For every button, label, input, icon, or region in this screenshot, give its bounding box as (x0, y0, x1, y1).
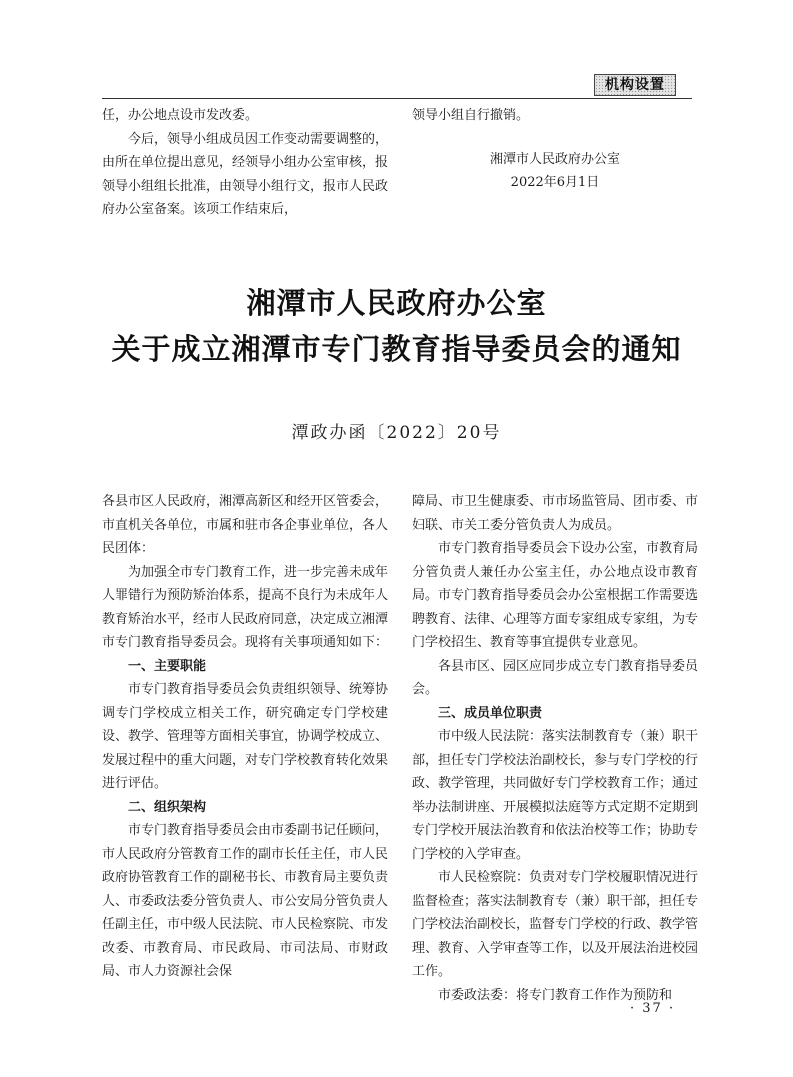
page-number: · 37 · (630, 1001, 676, 1016)
top-left-paragraph-2: 今后，领导小组成员因工作变动需要调整的，由所在单位提出意见，经领导小组办公室审核，报领导小组组长批准，由领导小组行文，报市人民政府办公室备案。该项工作结束后， (102, 131, 389, 217)
section-tag: 机构设置 (594, 74, 676, 96)
body-right-column (412, 490, 698, 1007)
intro-paragraph: 为加强全市专门教育工作，进一步完善未成年人罪错行为预防矫治体系，提高不良行为未成年人教育矫治水平，经市人民政府同意，决定成立湘潭市专门教育指导委员会。现将有关事项通知如下： (102, 564, 389, 650)
signature: 湘潭市人民政府办公室 (489, 151, 620, 167)
top-right-paragraph: 领导小组自行撤销。 (412, 108, 530, 123)
top-left-column (102, 104, 388, 222)
body-left-column (102, 490, 388, 984)
court-paragraph: 市中级人民法院：落实法制教育专（兼）职干部，担任专门学校法治副校长，参与专门学校的行政、教学管理，共同做好专门学校教育工作；通过举办法制讲座、开展模拟法庭等方式定期不定期到专门学校开展法治教育和依法治校等工作；协助专门学校的入学审查。 (412, 729, 699, 862)
procuratorate-paragraph: 市人民检察院：负责对专门学校履职情况进行监督检查；落实法制教育专（兼）职干部，担任专门学校法治副校长，监督专门学校的行政、教学管理、教育、入学审查等工作，以及开展法治进校园工作。 (412, 870, 699, 979)
section-2-paragraph: 市专门教育指导委员会由市委副书记任顾问，市人民政府分管教育工作的副市长任主任，市人民政府协管教育工作的副秘书长、市教育局主要负责人、市委政法委分管负责人、市公安局分管负责人任副主任，市中级人民法院、市人民检察院、市发改委、市教育局、市民政局、市司法局、市财政局、市人力资源社会保 (102, 823, 389, 979)
politics-paragraph: 市委政法委：将专门教育工作作为预防和 (438, 987, 673, 1003)
section-1-heading: 一、主要职能 (128, 658, 207, 674)
continued-paragraph: 障局、市卫生健康委、市市场监管局、团市委、市妇联、市关工委分管负责人为成员。 (412, 494, 699, 533)
county-paragraph: 各县市区、园区应同步成立专门教育指导委员会。 (412, 658, 699, 697)
top-right-column (412, 104, 698, 195)
document-number: 潭政办函〔2022〕20号 (291, 423, 502, 443)
top-left-paragraph-1: 任，办公地点设市发改委。 (102, 108, 259, 123)
document-title-line-2: 关于成立湘潭市专门教育指导委员会的通知 (111, 332, 682, 366)
section-2-heading: 二、组织架构 (128, 799, 207, 815)
section-3-heading: 三、成员单位职责 (438, 705, 543, 721)
header-divider (102, 98, 692, 99)
salutation: 各县市区人民政府，湘潭高新区和经开区管委会，市直机关各单位，市属和驻市各企事业单位，各人民团体： (102, 494, 389, 556)
signature-date: 2022年6月1日 (510, 175, 600, 190)
office-paragraph: 市专门教育指导委员会下设办公室，市教育局分管负责人兼任办公室主任，办公地点设市教育局。市专门教育指导委员会办公室根据工作需要选聘教育、法律、心理等方面专家组成专家组，为专门学校招生、教育等事宜提供专业意见。 (412, 541, 699, 650)
section-1-paragraph: 市专门教育指导委员会负责组织领导、统筹协调专门学校成立相关工作，研究确定专门学校建设、教学、管理等方面相关事宜，协调学校成立、发展过程中的重大问题，对专门学校教育转化效果进行评估。 (102, 682, 389, 791)
document-title-line-1: 湘潭市人民政府办公室 (246, 286, 547, 320)
